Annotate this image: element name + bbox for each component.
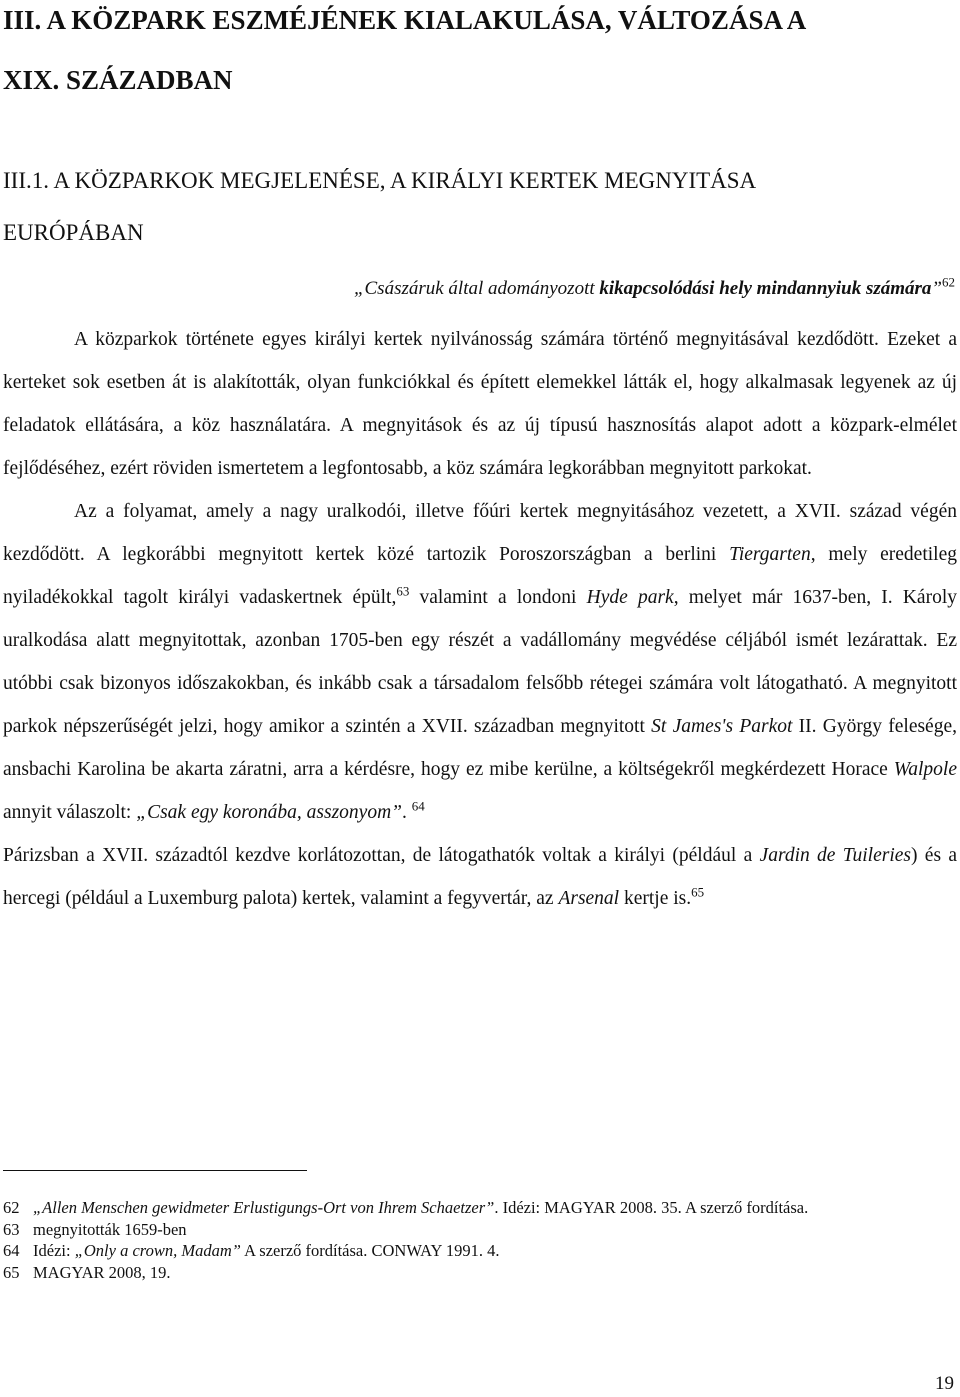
paragraph-3	[3, 834, 957, 920]
footnote-62	[3, 1197, 957, 1219]
walpole-term: Walpole	[893, 759, 957, 780]
motto-close-quote: ”	[931, 278, 942, 299]
footnote-ref-65[interactable]: 65	[691, 884, 705, 900]
p2-text-d: , melyet már 1637-ben, I. Károly uralkodása alatt megnyitottak, azonban 1705-ben egy részét a vadállomány megvédése céljából ismét lezárattak. Ez utóbbi csak bizonyos időszakokban, és inkább csak a társadalom felsőbb rétegei számára volt látogatható. A megnyitott parkok népszerűségét jelzi, hogy amikor a szintén a XVII. században megnyitott	[3, 587, 958, 737]
body-text	[3, 318, 957, 920]
p2-text-b: , mely eredetileg nyiladékokkal tagolt királyi vadaskertnek épült,	[3, 544, 957, 608]
footnote-ref-63[interactable]: 63	[396, 583, 410, 599]
paragraph-1-text: A közparkok története egyes királyi kertek nyilvánosság számára történő megnyitásával kezdődött. Ezeket a kerteket sok esetben át is alakították, olyan funkciókkal és épített elemekkel látták el, hogy alkalmasak legyenek az új feladatok ellátására, a köz használatára. A megnyitások és az új típusú hasznosítás alapot adott a közpark-elmélet fejlődéséhez, ezért röviden ismertetem a legfontosabb, a köz számára legkorábban megnyitott parkokat.	[3, 329, 957, 479]
footnotes	[3, 1197, 957, 1283]
footnote-prefix: Idézi:	[33, 1241, 75, 1260]
footnote-separator	[3, 1170, 307, 1171]
p3-text-c: kertje is.	[619, 888, 692, 909]
footnote-number: 62	[3, 1198, 20, 1217]
footnote-64	[3, 1240, 957, 1262]
motto-quote	[353, 274, 955, 300]
p3-text-b: ) és a hercegi (például a Luxemburg palota) kertek, valamint a fegyvertár, az	[3, 845, 957, 909]
footnote-text: MAGYAR 2008, 19.	[33, 1262, 171, 1282]
quote-text: „Csak egy koronába, asszonyom”	[136, 802, 402, 823]
footnote-text: . Idézi: MAGYAR 2008. 35. A szerző fordítása.	[494, 1198, 809, 1217]
footnote-text: megnyitották 1659-ben	[33, 1219, 187, 1239]
footnote-63	[3, 1219, 957, 1241]
footnote-65	[3, 1262, 957, 1284]
footnote-italic: „Allen Menschen gewidmeter Erlustigungs-Ort von Ihrem Schaetzer”	[33, 1198, 495, 1217]
paragraph-1	[3, 318, 957, 490]
p3-text-a: Párizsban a XVII. századtól kezdve korlátozottan, de látogathatók voltak a királyi (például a	[3, 845, 760, 866]
section-heading-line1: III.1. A KÖZPARKOK MEGJELENÉSE, A KIRÁLYI KERTEK MEGNYITÁSA	[3, 168, 757, 193]
arsenal-term: Arsenal	[558, 888, 620, 909]
motto-bold: kikapcsolódási hely mindannyiuk számára	[599, 278, 932, 299]
footnote-number: 63	[3, 1219, 20, 1239]
footnote-ref-64[interactable]: 64	[411, 798, 425, 814]
footnote-number: 64	[3, 1241, 20, 1260]
page-number: 19	[935, 1373, 954, 1394]
p2-text-e: II. György felesége, ansbachi Karolina be akarta záratni, arra a kérdésre, hogy ez mibe kerülne, a költségekről megkérdezett Horace	[3, 716, 957, 780]
hyde-park-term: Hyde park	[586, 587, 674, 608]
footnote-italic: „Only a crown, Madam”	[74, 1241, 241, 1260]
motto-part1: „Császáruk által adományozott	[353, 278, 600, 299]
paragraph-2	[3, 490, 957, 834]
footnote-ref-62[interactable]: 62	[942, 274, 955, 290]
p2-text-g: .	[402, 802, 412, 823]
p2-text-c: valamint a londoni	[409, 587, 587, 608]
footnote-number: 65	[3, 1262, 20, 1282]
section-heading-line2: EURÓPÁBAN	[3, 220, 144, 245]
chapter-heading-line1: III. A KÖZPARK ESZMÉJÉNEK KIALAKULÁSA, VÁLTOZÁSA A	[3, 5, 807, 35]
p2-text-a: Az a folyamat, amely a nagy uralkodói, illetve főúri kertek megnyitásához vezetett, a XVII. század végén kezdődött. A legkorábbi megnyitott kertek közé tartozik Poroszországban a berlini	[3, 501, 957, 565]
chapter-heading-line2: XIX. SZÁZADBAN	[3, 65, 233, 95]
footnote-text: A szerző fordítása. CONWAY 1991. 4.	[240, 1241, 500, 1260]
jardin-term: Jardin de Tuileries	[759, 845, 911, 866]
tiergarten-term: Tiergarten	[729, 544, 811, 565]
p2-text-f: annyit válaszolt:	[3, 802, 137, 823]
st-james-term: St James's Parkot	[651, 716, 793, 737]
